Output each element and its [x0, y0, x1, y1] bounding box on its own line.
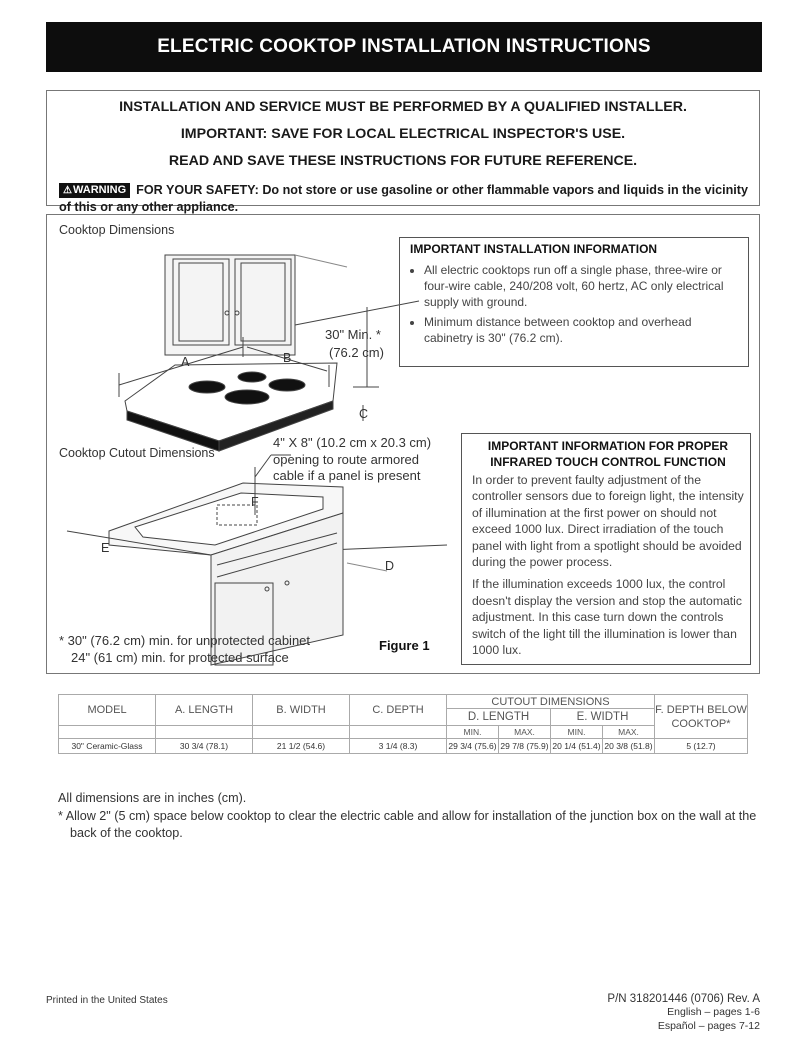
dimensions-table	[58, 694, 748, 754]
col-e-min-header: MIN.	[551, 726, 603, 739]
burner-4	[269, 379, 305, 391]
touch-control-title-line-2: INFRARED TOUCH CONTROL FUNCTION	[490, 455, 726, 469]
col-c-header: C. DEPTH	[350, 695, 447, 726]
installation-info-list	[410, 262, 740, 346]
col-d-max-header: MAX.	[499, 726, 551, 739]
cutout-dimensions-header: CUTOUT DIMENSIONS	[447, 695, 655, 709]
touch-control-info-box	[461, 433, 751, 665]
min-distance-cm-label: (76.2 cm)	[329, 345, 384, 360]
note-clearance: * Allow 2" (5 cm) space below cooktop to clear the electric cable and allow for installation of the junction box on the wall at the back of the cooktop.	[58, 808, 757, 840]
cooktop-dimensions-label: Cooktop Dimensions	[59, 223, 175, 237]
dimension-label-d: D	[385, 559, 395, 573]
cell-e-min: 20 1/4 (51.4)	[551, 739, 603, 754]
cell-d-max: 29 7/8 (75.9)	[499, 739, 551, 754]
page-title: ELECTRIC COOKTOP INSTALLATION INSTRUCTIONS	[46, 22, 762, 72]
notice-line-3: READ AND SAVE THESE INSTRUCTIONS FOR FUTURE REFERENCE.	[168, 153, 638, 169]
notes	[58, 790, 758, 843]
list-item: • All electric cooktops run off a single phase, three-wire or four-wire cable, 240/208 volt, 60 hertz, AC only electrical supply with ground.	[424, 262, 740, 310]
warning-text: FOR YOUR SAFETY: Do not store or use gasoline or other flammable vapors and liquids in the vicinity of this or any other appliance.	[59, 183, 748, 214]
notice-line-2: IMPORTANT: SAVE FOR LOCAL ELECTRICAL INSPECTOR'S USE.	[180, 126, 626, 142]
cell-e-max: 20 3/8 (51.8)	[603, 739, 655, 754]
burner-2	[225, 390, 269, 404]
cell-d-min: 29 3/4 (75.6)	[447, 739, 499, 754]
warning-triangle-icon: ⚠	[63, 185, 72, 196]
cutout-dimensions-label: Cooktop Cutout Dimensions	[59, 446, 215, 460]
upper-cabinet	[165, 255, 295, 355]
burner-3	[238, 372, 266, 382]
espanol-pages: Español – pages 7-12	[657, 1020, 760, 1032]
dimension-label-f: F	[251, 495, 259, 509]
touch-control-paragraph-1: In order to prevent faulty adjustment of the controller sensors due to foreign light, the intensity of illumination at the first power on should not exceed 1000 lux. Direct irradiation of the touch panel with light from a spotlight should be avoided during the power process.	[472, 473, 744, 570]
min-distance-label: 30" Min. *	[325, 327, 381, 342]
opening-note-line-2: opening to route armored	[273, 452, 419, 467]
installation-info-title: IMPORTANT INSTALLATION INFORMATION	[410, 242, 658, 256]
installer-notice	[46, 90, 760, 214]
cell-f: 5 (12.7)	[655, 739, 748, 754]
figure-panel	[46, 214, 760, 674]
cell-a: 30 3/4 (78.1)	[156, 739, 253, 754]
cell-model: 30" Ceramic-Glass	[59, 739, 156, 754]
touch-control-title-line-1: IMPORTANT INFORMATION FOR PROPER	[487, 439, 729, 453]
figure-caption: Figure 1	[379, 638, 430, 653]
footnote-unprotected: * 30" (76.2 cm) min. for unprotected cabinet	[59, 633, 311, 648]
dimension-label-c: C	[359, 407, 369, 421]
cell-b: 21 1/2 (54.6)	[253, 739, 350, 754]
burner-1	[189, 381, 225, 393]
col-e-max-header: MAX.	[603, 726, 655, 739]
dimension-label-a: A	[181, 355, 190, 369]
list-item: • Minimum distance between cooktop and overhead cabinetry is 30" (76.2 cm).	[424, 314, 740, 346]
opening-note-line-3: cable if a panel is present	[273, 468, 421, 483]
col-model-header: MODEL	[59, 695, 156, 726]
part-number: P/N 318201446 (0706) Rev. A	[607, 993, 760, 1005]
cell-c: 3 1/4 (8.3)	[350, 739, 447, 754]
installation-info-box	[399, 237, 749, 367]
dimension-label-e: E	[101, 541, 110, 555]
printed-in-label: Printed in the United States	[46, 995, 168, 1006]
col-f-header: F. DEPTH BELOW COOKTOP*	[655, 695, 748, 739]
note-units: All dimensions are in inches (cm).	[58, 791, 247, 805]
warning-badge: ⚠WARNING	[59, 183, 130, 198]
col-a-header: A. LENGTH	[156, 695, 253, 726]
english-pages: English – pages 1-6	[667, 1006, 760, 1018]
footnote-protected: 24" (61 cm) min. for protected surface	[71, 650, 289, 665]
col-d-min-header: MIN.	[447, 726, 499, 739]
warning-statement	[59, 182, 749, 216]
col-e-header: E. WIDTH	[551, 709, 655, 726]
footer-right	[607, 993, 760, 1033]
notice-line-1: INSTALLATION AND SERVICE MUST BE PERFORMED BY A QUALIFIED INSTALLER.	[119, 99, 687, 115]
col-b-header: B. WIDTH	[253, 695, 350, 726]
touch-control-paragraph-2: If the illumination exceeds 1000 lux, the control doesn't display the version and stop the automatic adjustment. In this case turn down the controls switch of the light till the illumination is lower than 1000 lux.	[472, 577, 742, 658]
dimension-label-b: B	[283, 351, 292, 365]
opening-note-line-1: 4" X 8" (10.2 cm x 20.3 cm)	[273, 435, 432, 450]
table-row	[59, 739, 748, 754]
col-d-header: D. LENGTH	[447, 709, 551, 726]
